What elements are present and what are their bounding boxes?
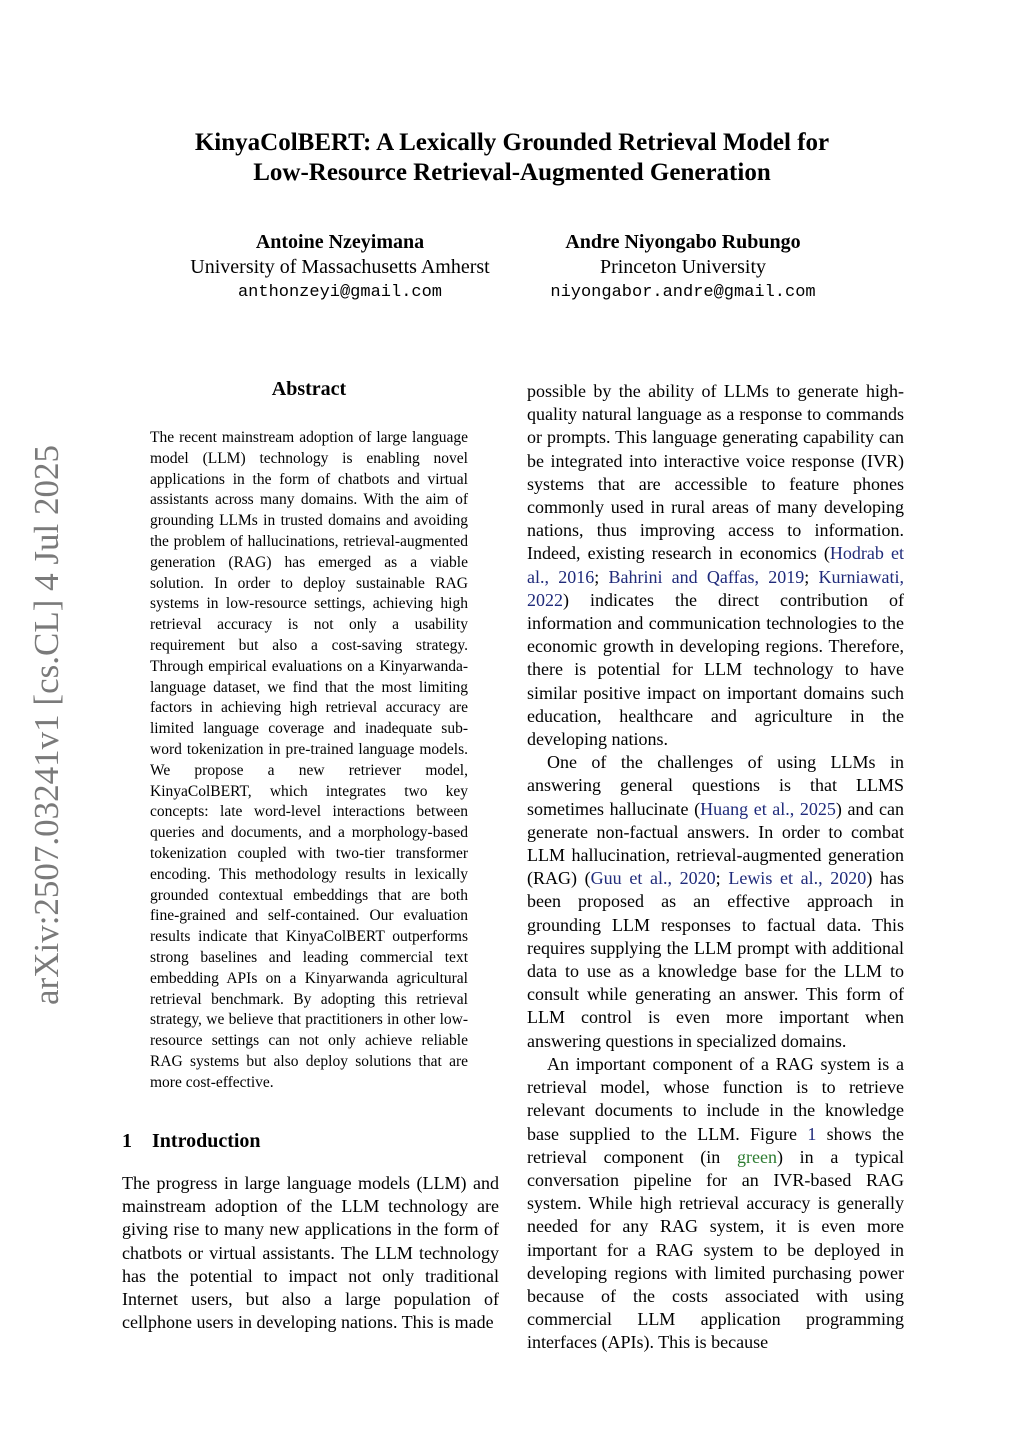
author-email[interactable]: niyongabor.andre@gmail.com [550,283,816,302]
citation-link[interactable]: Hodrab et al., 2016 [527,543,904,587]
citation-link[interactable]: Lewis et al., 2020 [728,868,867,889]
section-title: Introduction [152,1130,261,1152]
abstract-heading: Abstract [271,378,347,400]
author-name: Andre Niyongabo Rubungo [565,231,801,253]
paragraph-2: One of the challenges of using LLMs in answering general questions is that LLMS sometimes hallucinate (Huang et al., 2025) and can generate non-factual answers. In order to combat LLM hallucination, retrieval-augmented generation (RAG) (Guu et al., 2020; Lewis et al., 2020) has been proposed as an effective approach in grounding LLM responses to factual data. This requires supplying the LLM prompt with additional data to use as a knowledge base for the LLM to consult while generating an answer. This form of LLM control is even more important when answering questions in specialized domains. [527,752,904,1051]
paper-title [140,128,884,188]
abstract-text: The recent mainstream adoption of large language model (LLM) technology is enabling novel applications in the form of chatbots and virtual assistants across many domains. With the aim of grounding LLMs in trusted domains and avoiding the problem of hallucinations, retrieval-augmented generation (RAG) has emerged as a viable solution. In order to deploy sustainable RAG systems in low-resource settings, achieving high retrieval accuracy is not only a usability requirement but also a cost-saving strategy. Through empirical evaluations on a Kinyarwanda-language dataset, we find that the most limiting factors in achieving high retrieval accuracy are limited language coverage and inadequate sub-word tokenization in pre-trained language models. We propose a new retriever model, KinyaColBERT, which integrates two key concepts: late word-level interactions between queries and documents, and a morphology-based tokenization coupled with two-tier transformer encoding. This methodology results in lexically grounded contextual embeddings that are both fine-grained and self-contained. Our evaluation results indicate that KinyaColBERT outperforms strong baselines and leading commercial text embedding APIs on a Kinyarwanda agricultural retrieval benchmark. By adopting this retrieval strategy, we believe that practitioners in other low-resource settings can not only achieve reliable RAG systems but also deploy solutions that are more cost-effective. [150,429,468,1091]
green-highlight-text: green [737,1146,777,1167]
paragraph-1: possible by the ability of LLMs to generate high-quality natural language as a response to commands or prompts. This language generating capability can be integrated into interactive voice response (IVR) systems that are accessible to feature phones commonly used in rural areas of many developing nations, thus improving access to information. Indeed, existing research in economics (Hodrab et al., 2016; Bahrini and Qaffas, 2019; Kurniawati, 2022) indicates the direct contribution of information and communication technologies to the economic growth in developing regions. Therefore, there is potential for LLM technology to have similar positive impact on important domains such education, healthcare and agriculture in the developing nations. [527,381,904,750]
author-block-1 [170,230,510,305]
citation-link[interactable]: Kurniawati, 2022 [527,566,904,610]
citation-link[interactable]: Guu et al., 2020 [590,868,716,889]
author-affiliation: Princeton University [599,256,767,278]
section-heading-introduction [122,1130,261,1153]
citation-link[interactable]: Huang et al., 2025 [700,798,836,819]
author-email[interactable]: anthonzeyi@gmail.com [237,283,443,302]
intro-left-column [122,1172,499,1334]
author-name: Antoine Nzeyimana [255,231,425,253]
figure-reference-link[interactable]: 1 [807,1123,817,1144]
title-line-2: Low-Resource Retrieval-Augmented Generation [253,159,771,186]
section-number: 1 [122,1130,132,1152]
author-affiliation: University of Massachusetts Amherst [190,256,490,278]
author-block-2 [513,230,853,305]
right-column [527,380,904,1355]
title-line-1: KinyaColBERT: A Lexically Grounded Retrieval Model for [194,129,830,156]
citation-link[interactable]: Bahrini and Qaffas, 2019 [608,566,805,587]
arxiv-identifier-stamp: arXiv:2507.03241v1 [cs.CL] 4 Jul 2025 [27,445,66,1005]
intro-paragraph: The progress in large language models (LLM) and mainstream adoption of the LLM technology are giving rise to many new applications in the form of chatbots or virtual assistants. The LLM technology has the potential to impact not only traditional Internet users, but also a large population of cellphone users in developing nations. This is made [122,1173,499,1333]
paragraph-3: An important component of a RAG system is a retrieval model, whose function is to retrieve relevant documents to include in the knowledge base supplied to the LLM. Figure 1 shows the retrieval component (in green) in a typical conversation pipeline for an IVR-based RAG system. While high retrieval accuracy is generally needed for any RAG system, it is even more important for a RAG system to be deployed in developing regions with limited purchasing power because of the costs associated with using commercial LLM application programming interfaces (APIs). This is because [527,1053,905,1353]
